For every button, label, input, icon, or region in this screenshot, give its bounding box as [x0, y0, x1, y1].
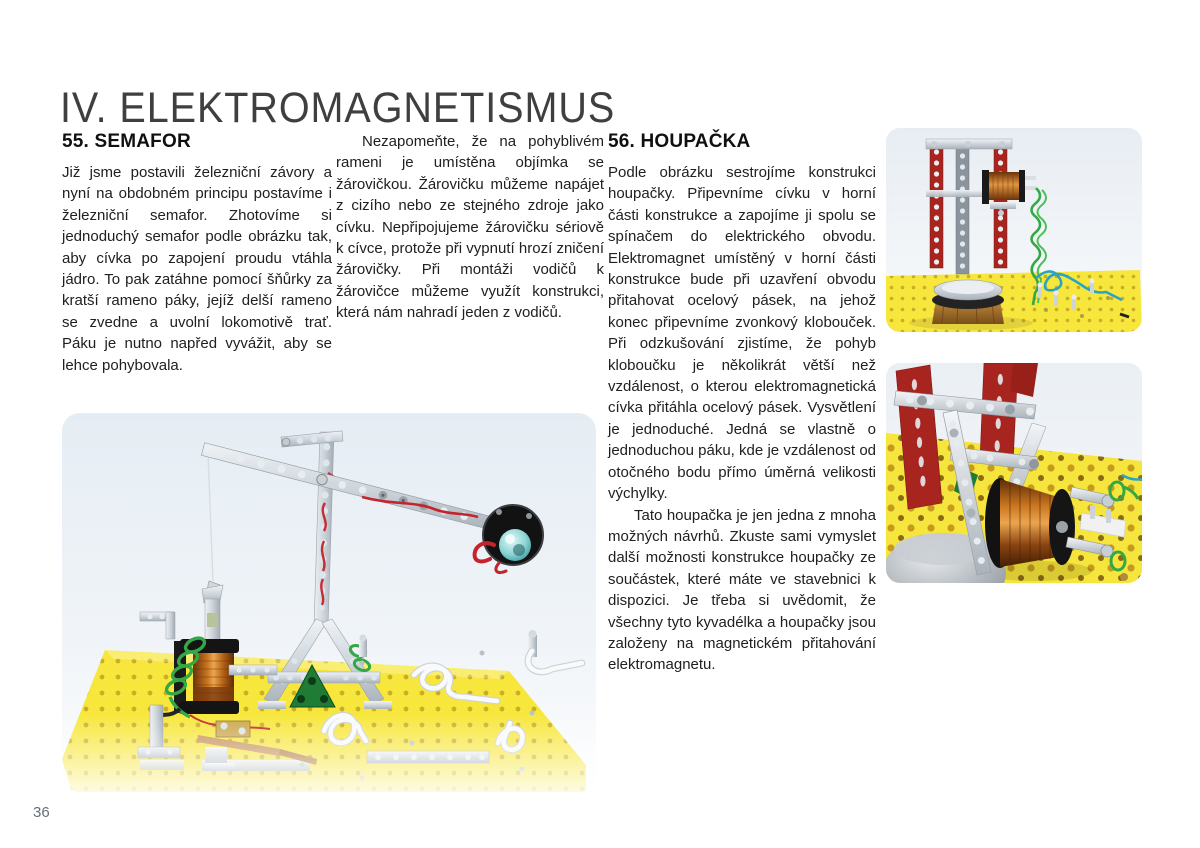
section-heading-55: 55. SEMAFOR [62, 131, 191, 152]
houpacka-detail-illustration [886, 363, 1142, 583]
figure-semafor-photo [62, 413, 596, 792]
semafor-paragraph-2: Nezapomeňte, že na pohyblivém rameni je umístěna objímka se žárovičkou. Žárovičku můžeme napájet z cizího nebo ze stejného zdroje jako cívku. Nepřipojujeme žárovičku sériově k cívce, protože při vypnutí hrozí zničení žárovičky. Při montáži vodičů k žárovičce můžeme využít konstrukci, která nám nahradí jeden z vodičů. [336, 133, 604, 322]
semafor-paragraph-1: Již jsme postavili železniční závory a nyní na obdobném principu postavíme i železniční semafor. Zhotovíme si jednoduchý semafor podle obrázku tak, aby cívka po zapojení proudu vtáhla jádro. To pak zatáhne pomocí šňůrky za kratší rameno páky, jejíž delší rameno se zvedne a uvolní lokomotivě trať. Páku je nutno napřed vyvážit, aby se lehce pohybovala. [62, 164, 332, 374]
electromagnet-coil [985, 478, 1075, 568]
figure-houpacka-photo [886, 128, 1142, 332]
column-3 [608, 131, 876, 676]
column-2 [336, 131, 604, 324]
semafor-photo-illustration [62, 413, 596, 792]
column-1 [62, 131, 332, 376]
figure-houpacka-detail-photo [886, 363, 1142, 583]
section-heading-56: 56. HOUPAČKA [608, 131, 751, 152]
houpacka-paragraph-2: Tato houpačka je jen jedna z mnoha možných návrhů. Zkuste sami vymyslet další možnosti konstrukce houpačky ze součástek, které máte ve stavebnici k dispozici. Je třeba si uvědomit, že všechny tyto kyvadélka a houpačky jsou založeny na magnetickém přitahování elektromagnetu. [608, 506, 876, 674]
bell-dish [932, 280, 1004, 324]
houpacka-photo-illustration [886, 128, 1142, 332]
houpacka-paragraph-1: Podle obrázku sestrojíme konstrukci houpačky. Připevníme cívku v horní části konstrukce a zapojíme ji spolu se spínačem do elektrického obvodu. Elektromagnet umístěný v horní části konstrukce bude při uzavření obvodu přitahovat ocelový pásek, na jehož konec připevníme zvonkový klobouček. Při odzkušování zjistíme, že pohyb kloboučku je několikrát větší než vzdálenost, o kterou elektromagnetická cívka přitáhla ocelový pásek. Vysvětlení je jednoduché. Jedná se vlastně o jednoduchou páku, kde je vzdálenost od otočného bodu přímo úměrná velikosti výchylky. [608, 164, 876, 503]
page-title: IV. ELEKTROMAGNETISMUS [60, 83, 616, 132]
page-number: 36 [33, 804, 50, 821]
